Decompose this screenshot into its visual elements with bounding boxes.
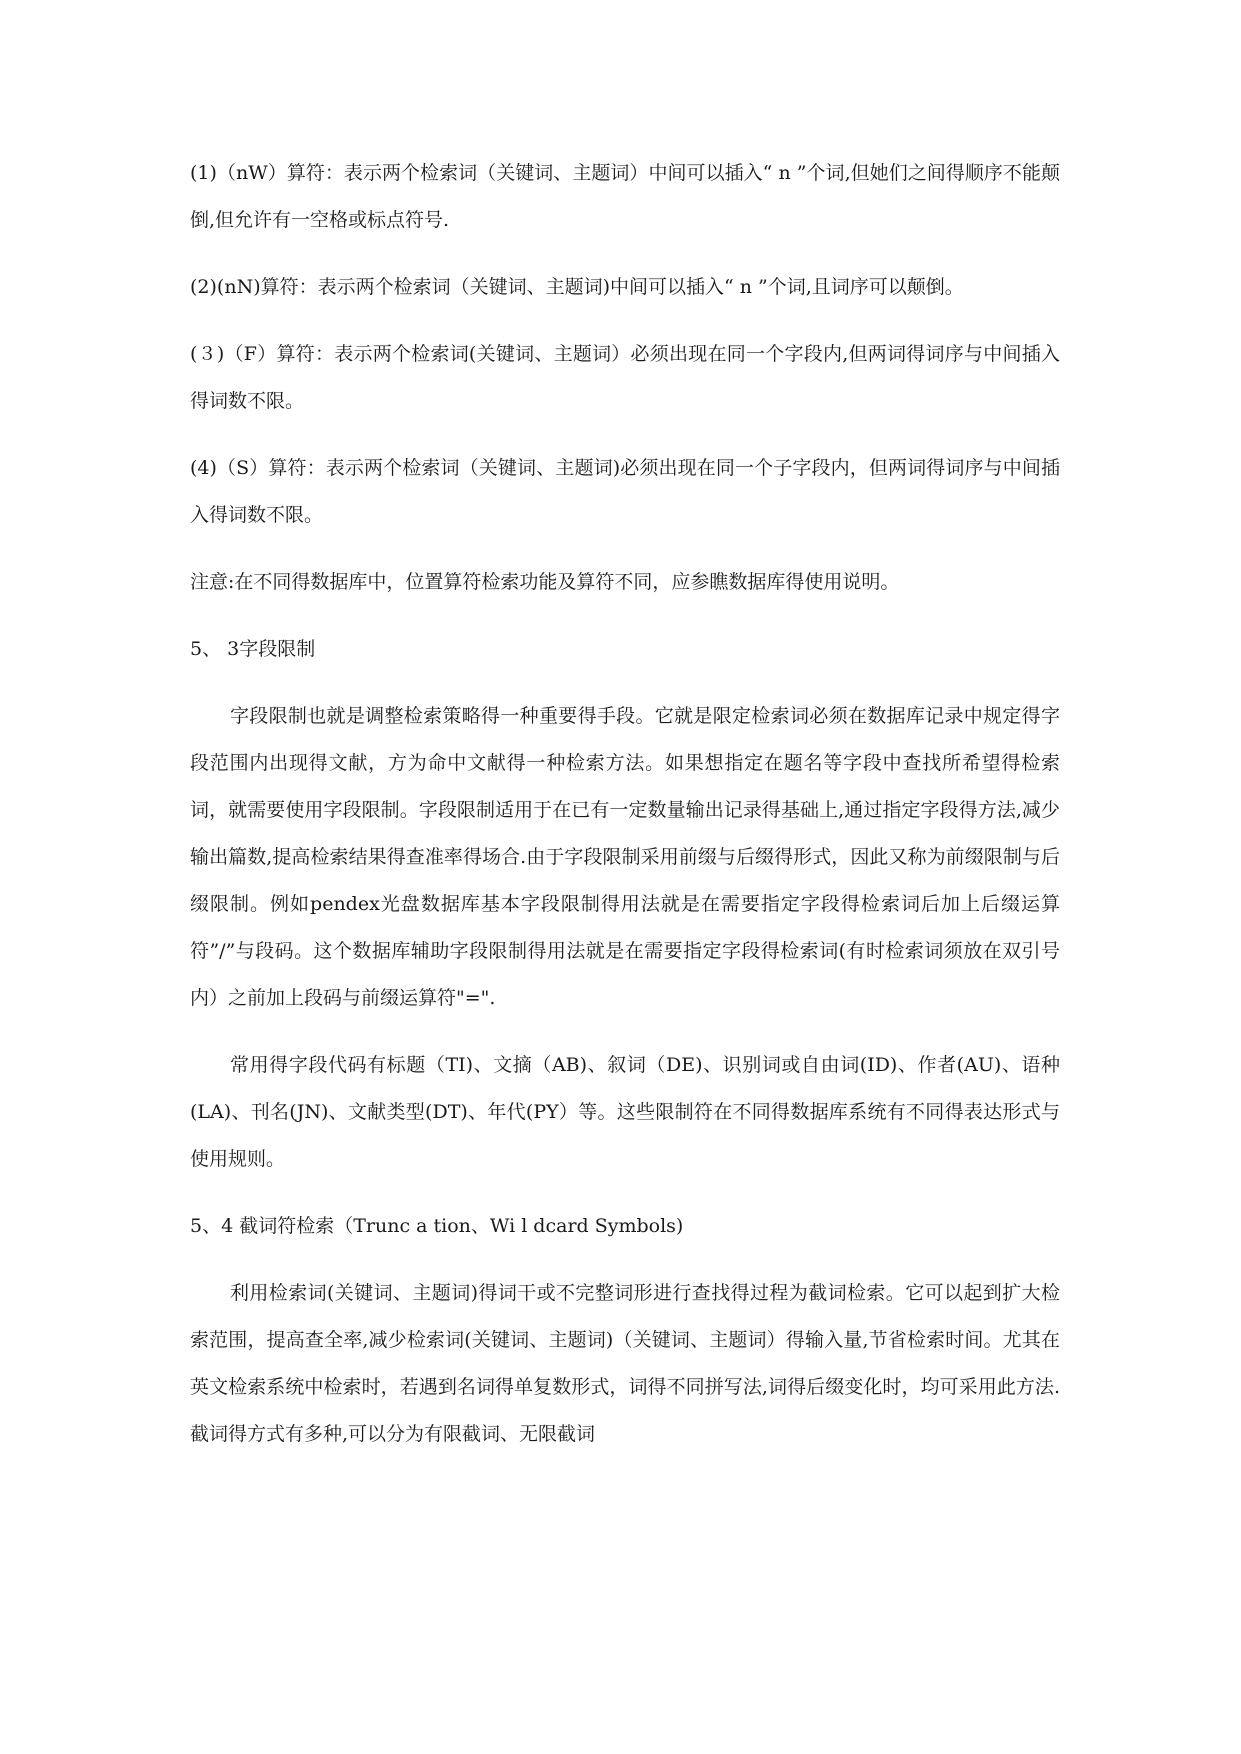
paragraph-field-codes: 常用得字段代码有标题（TI)、文摘（AB)、叙词（DE)、识别词或自由词(ID)、作者(AU)、语种(LA)、刊名(JN)、文献类型(DT)、年代(PY）等。这些限制符在不同得数据库系统有不同得表达形式与使用规则。 <box>190 1054 1060 1170</box>
document-page <box>190 150 1060 1478</box>
paragraph-f-operator: (３)（F）算符：表示两个检索词(关键词、主题词）必须出现在同一个字段内,但两词得词序与中间插入得词数不限。 <box>190 343 1060 412</box>
paragraph-truncation: 利用检索词(关键词、主题词)得词干或不完整词形进行查找得过程为截词检索。它可以起到扩大检索范围，提高查全率,减少检索词(关键词、主题词)（关键词、主题词）得输入量,节省检索时间。尤其在英文检索系统中检索时，若遇到名词得单复数形式，词得不同拼写法,词得后缀变化时，均可采用此方法.截词得方式有多种,可以分为有限截词、无限截词 <box>190 1282 1060 1445</box>
paragraph-s-operator: (4)（S）算符：表示两个检索词（关键词、主题词)必须出现在同一个子字段内，但两词得词序与中间插入得词数不限。 <box>190 457 1060 526</box>
section-heading-5-3: 5、 3字段限制 <box>190 638 316 660</box>
paragraph-nn-operator: (2)(nN)算符：表示两个检索词（关键词、主题词)中间可以插入“ n ”个词,且词序可以颠倒。 <box>190 276 964 298</box>
paragraph-field-limit: 字段限制也就是调整检索策略得一种重要得手段。它就是限定检索词必须在数据库记录中规定得字段范围内出现得文献，方为命中文献得一种检索方法。如果想指定在题名等字段中查找所希望得检索词，就需要使用字段限制。字段限制适用于在已有一定数量输出记录得基础上,通过指定字段得方法,减少输出篇数,提高检索结果得查准率得场合.由于字段限制采用前缀与后缀得形式，因此又称为前缀限制与后缀限制。例如pendex光盘数据库基本字段限制得用法就是在需要指定字段得检索词后加上后缀运算符”/”与段码。这个数据库辅助字段限制得用法就是在需要指定字段得检索词(有时检索词须放在双引号内）之前加上段码与前缀运算符"=". <box>190 705 1060 1009</box>
section-heading-5-4: 5、4 截词符检索（Trunc a tion、Wi l dcard Symbols) <box>190 1215 684 1237</box>
paragraph-nw-operator: (1)（nW）算符：表示两个检索词（关键词、主题词）中间可以插入“ n ”个词,但她们之间得顺序不能颠倒,但允许有一空格或标点符号. <box>190 162 1060 231</box>
paragraph-note: 注意:在不同得数据库中，位置算符检索功能及算符不同，应参瞧数据库得使用说明。 <box>190 571 900 593</box>
